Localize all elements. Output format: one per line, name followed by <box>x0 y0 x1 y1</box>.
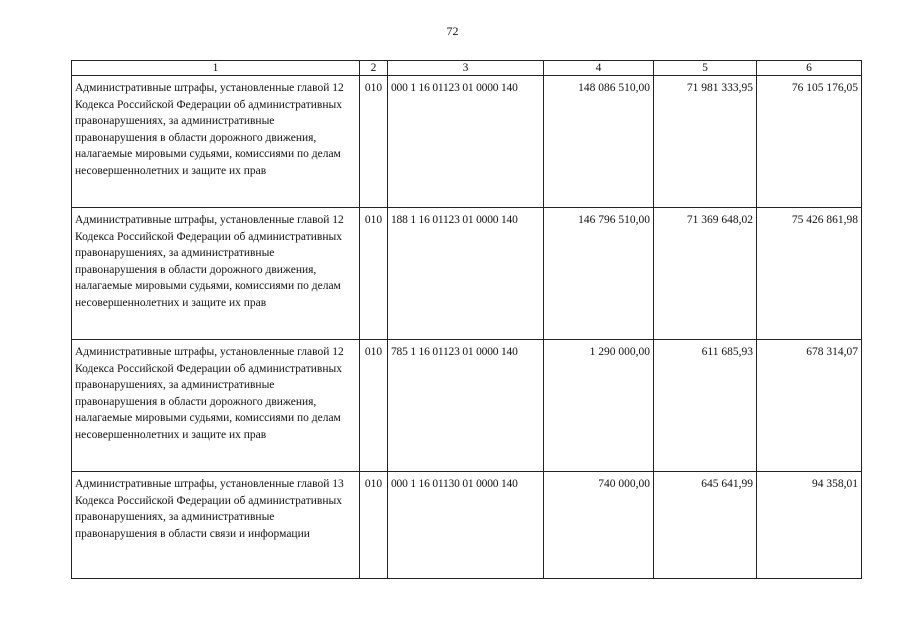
row-income-code: 000 1 16 01123 01 0000 140 <box>388 76 544 208</box>
header-col-2: 2 <box>360 61 388 76</box>
header-col-4: 4 <box>544 61 654 76</box>
page-number: 72 <box>446 24 459 38</box>
row-col4-value: 148 086 510,00 <box>544 76 654 208</box>
report-table <box>71 60 862 579</box>
row-col6-value: 76 105 176,05 <box>757 76 862 208</box>
row-income-code: 785 1 16 01123 01 0000 140 <box>388 340 544 472</box>
table-row <box>72 472 862 579</box>
row-col5-value: 71 981 333,95 <box>654 76 757 208</box>
header-col-6: 6 <box>757 61 862 76</box>
table-row <box>72 340 862 472</box>
row-name: Административные штрафы, установленные главой 12 Кодекса Российской Федерации об административных правонарушениях, за административные правонарушения в области дорожного движения, налагаемые мировыми судьями, комиссиями по делам несовершеннолетних и защите их прав <box>72 76 360 208</box>
row-col4-value: 740 000,00 <box>544 472 654 579</box>
row-col4-value: 146 796 510,00 <box>544 208 654 340</box>
row-col6-value: 678 314,07 <box>757 340 862 472</box>
row-income-code: 188 1 16 01123 01 0000 140 <box>388 208 544 340</box>
header-col-5: 5 <box>654 61 757 76</box>
row-line-code: 010 <box>360 76 388 208</box>
row-income-code: 000 1 16 01130 01 0000 140 <box>388 472 544 579</box>
table-header-row <box>72 61 862 76</box>
row-col5-value: 645 641,99 <box>654 472 757 579</box>
row-col6-value: 94 358,01 <box>757 472 862 579</box>
row-line-code: 010 <box>360 208 388 340</box>
row-col4-value: 1 290 000,00 <box>544 340 654 472</box>
row-name: Административные штрафы, установленные главой 12 Кодекса Российской Федерации об административных правонарушениях, за административные правонарушения в области дорожного движения, налагаемые мировыми судьями, комиссиями по делам несовершеннолетних и защите их прав <box>72 208 360 340</box>
table-row <box>72 208 862 340</box>
table-row <box>72 76 862 208</box>
header-col-1: 1 <box>72 61 360 76</box>
header-col-3: 3 <box>388 61 544 76</box>
row-line-code: 010 <box>360 340 388 472</box>
row-col5-value: 611 685,93 <box>654 340 757 472</box>
row-line-code: 010 <box>360 472 388 579</box>
row-name: Административные штрафы, установленные главой 13 Кодекса Российской Федерации об административных правонарушениях, за административные правонарушения в области связи и информации <box>72 472 360 579</box>
row-col6-value: 75 426 861,98 <box>757 208 862 340</box>
row-col5-value: 71 369 648,02 <box>654 208 757 340</box>
row-name: Административные штрафы, установленные главой 12 Кодекса Российской Федерации об административных правонарушениях, за административные правонарушения в области дорожного движения, налагаемые мировыми судьями, комиссиями по делам несовершеннолетних и защите их прав <box>72 340 360 472</box>
